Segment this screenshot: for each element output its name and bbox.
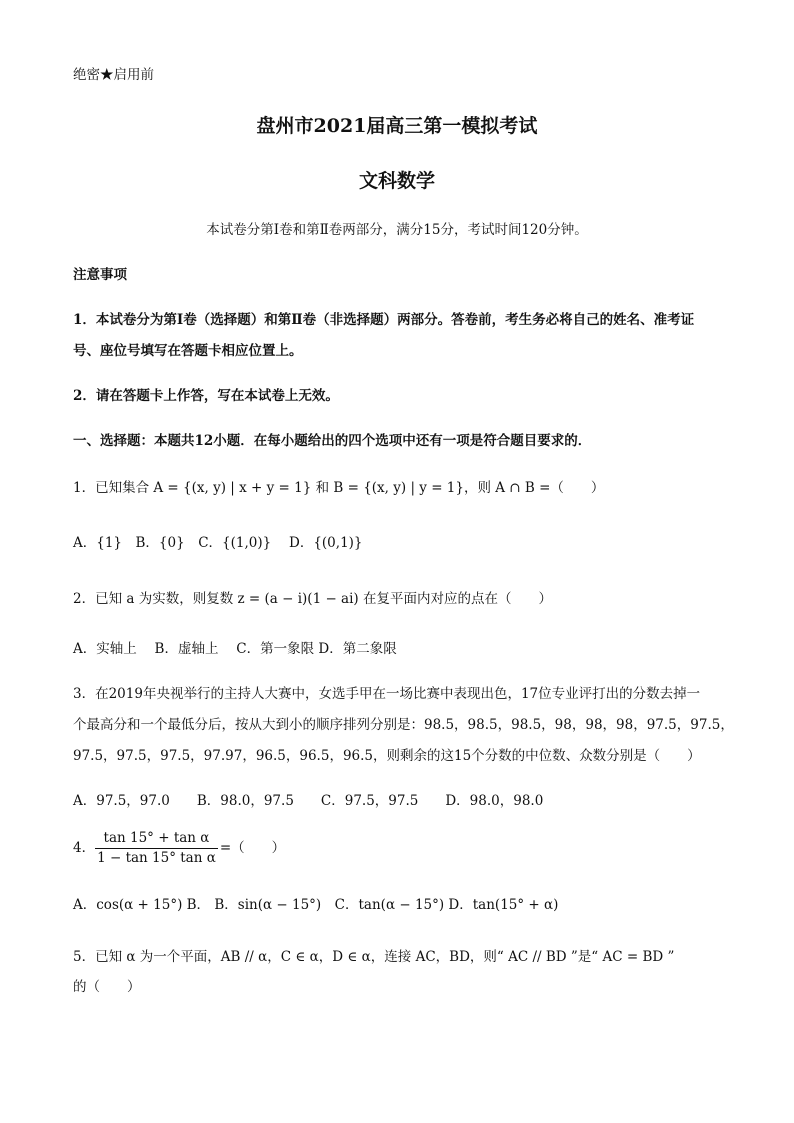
- exam-intro: 本试卷分第Ⅰ卷和第Ⅱ卷两部分，满分15分，考试时间120分钟。: [206, 222, 588, 238]
- question-4-tail: =（ ）: [219, 840, 286, 856]
- question-4-options: A．cos(α + 15°) B． B．sin(α − 15°) C．tan(α − 15°) D．tan(15° + α): [73, 897, 559, 913]
- question-4-label: 4．: [73, 840, 96, 856]
- confidential-note: 绝密★启用前: [73, 67, 154, 83]
- question-2-options: A．实轴上 B．虚轴上 C．第一象限 D．第二象限: [73, 641, 397, 657]
- notice-item-1-line-1: 1．本试卷分为第Ⅰ卷（选择题）和第Ⅱ卷（非选择题）两部分。答卷前，考生务必将自己的姓名、准考证: [73, 312, 695, 328]
- section-heading-choice: 一、选择题：本题共12小题．在每小题给出的四个选项中还有一项是符合题目要求的．: [73, 433, 592, 449]
- question-3-line-2: 个最高分和一个最低分后，按从大到小的顺序排列分别是：98.5，98.5，98.5，98，98，98，97.5，97.5，: [73, 717, 734, 733]
- notice-heading: 注意事项: [73, 267, 127, 283]
- question-4-numerator: tan 15° + tan α: [95, 830, 218, 849]
- exam-title: 盘州市2021届高三第一模拟考试: [256, 115, 538, 137]
- exam-subject: 文科数学: [358, 170, 435, 192]
- question-3-line-1: 3．在2019年央视举行的主持人大赛中，女选手甲在一场比赛中表现出色，17位专业评打出的分数去掉一: [73, 686, 701, 702]
- question-1-stem: 1．已知集合 A = {(x, y) | x + y = 1} 和 B = {(x, y) | y = 1}，则 A ∩ B =（ ）: [73, 480, 605, 496]
- question-2-stem: 2．已知 a 为实数，则复数 z = (a − i)(1 − ai) 在复平面内对应的点在（ ）: [73, 591, 552, 607]
- question-5-line-1: 5．已知 α 为一个平面，AB // α，C ∈ α，D ∈ α，连接 AC，BD，则“ AC // BD ”是“ AC = BD ”: [73, 949, 675, 965]
- question-5-line-2: 的（ ）: [73, 979, 141, 995]
- notice-item-2: 2．请在答题卡上作答，写在本试卷上无效。: [73, 388, 339, 404]
- question-4-fraction: [95, 830, 218, 867]
- notice-item-1-line-2: 号、座位号填写在答题卡相应位置上。: [73, 343, 303, 359]
- question-4-denominator: 1 − tan 15° tan α: [97, 850, 216, 866]
- question-3-options: A．97.5，97.0 B．98.0，97.5 C．97.5，97.5 D．98.0，98.0: [73, 793, 544, 809]
- question-4-stem: [73, 830, 285, 867]
- question-1-options: A．{1} B．{0} C．{(1,0)} D．{(0,1)}: [73, 535, 363, 551]
- question-3-line-3: 97.5，97.5，97.5，97.97，96.5，96.5，96.5，则剩余的这15个分数的中位数、众数分别是（ ）: [73, 748, 701, 764]
